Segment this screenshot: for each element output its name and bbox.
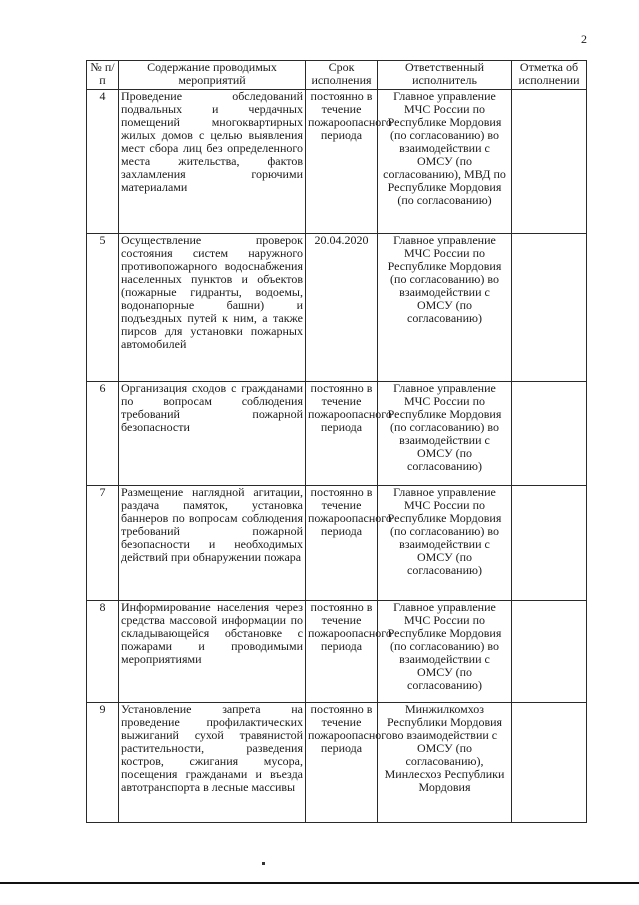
row-content: Информирование населения через средства массовой информации по складывающейся обстановке с пожарами и проводимыми мероприятиями bbox=[119, 601, 306, 703]
row-content: Осуществление проверок состояния систем наружного противопожарного водоснабжения населенных пунктов и объектов (пожарные гидранты, водоемы, водонапорные башни) и подъездных путей к ним, а также пирсов для установки пожарных автомобилей bbox=[119, 234, 306, 382]
row-term: постоянно в течение пожароопасного периода bbox=[306, 601, 378, 703]
table-row bbox=[87, 601, 587, 703]
measures-table bbox=[86, 60, 587, 823]
row-responsible: Главное управление МЧС России по Республике Мордовия (по согласованию) во взаимодействии с ОМСУ (по согласованию), МВД по Республике Мордовия (по согласованию) bbox=[378, 90, 512, 234]
row-term: постоянно в течение пожароопасного периода bbox=[306, 703, 378, 823]
row-mark bbox=[512, 601, 587, 703]
row-responsible: Главное управление МЧС России по Республике Мордовия (по согласованию) во взаимодействии с ОМСУ (по согласованию) bbox=[378, 234, 512, 382]
row-content: Проведение обследований подвальных и чердачных помещений многоквартирных жилых домов с целью выявления мест сбора лиц без определенного места жительства, фактов захламления горючими материалами bbox=[119, 90, 306, 234]
header-num: № п/п bbox=[87, 61, 119, 90]
row-number: 5 bbox=[87, 234, 119, 382]
row-term: постоянно в течение пожароопасного периода bbox=[306, 486, 378, 601]
row-content: Организация сходов с гражданами по вопросам соблюдения требований пожарной безопасности bbox=[119, 382, 306, 486]
row-content: Установление запрета на проведение профилактических выжиганий сухой травянистой растительности, разведения костров, сжигания мусора, посещения гражданами и въезда автотранспорта в лесные массивы bbox=[119, 703, 306, 823]
row-number: 4 bbox=[87, 90, 119, 234]
scan-dot bbox=[262, 862, 265, 865]
row-number: 8 bbox=[87, 601, 119, 703]
header-content: Содержание проводимых мероприятий bbox=[119, 61, 306, 90]
row-number: 9 bbox=[87, 703, 119, 823]
table-row bbox=[87, 703, 587, 823]
row-term: постоянно в течение пожароопасного периода bbox=[306, 90, 378, 234]
row-term: 20.04.2020 bbox=[306, 234, 378, 382]
row-mark bbox=[512, 382, 587, 486]
header-term: Срок исполнения bbox=[306, 61, 378, 90]
table-header-row bbox=[87, 61, 587, 90]
row-number: 6 bbox=[87, 382, 119, 486]
table-row bbox=[87, 486, 587, 601]
row-mark bbox=[512, 234, 587, 382]
footer-rule bbox=[0, 882, 639, 884]
page-number: 2 bbox=[581, 32, 587, 46]
row-responsible: Главное управление МЧС России по Республике Мордовия (по согласованию) во взаимодействии с ОМСУ (по согласованию) bbox=[378, 601, 512, 703]
header-mark: Отметка об исполнении bbox=[512, 61, 587, 90]
table-row bbox=[87, 90, 587, 234]
row-mark bbox=[512, 90, 587, 234]
row-mark bbox=[512, 486, 587, 601]
row-responsible: Главное управление МЧС России по Республике Мордовия (по согласованию) во взаимодействии с ОМСУ (по согласованию) bbox=[378, 486, 512, 601]
row-mark bbox=[512, 703, 587, 823]
row-content: Размещение наглядной агитации, раздача памяток, установка баннеров по вопросам соблюдения требований пожарной безопасности и необходимых действий при обнаружении пожара bbox=[119, 486, 306, 601]
row-term: постоянно в течение пожароопасного периода bbox=[306, 382, 378, 486]
row-number: 7 bbox=[87, 486, 119, 601]
table-row bbox=[87, 382, 587, 486]
header-responsible: Ответственный исполнитель bbox=[378, 61, 512, 90]
row-responsible: Главное управление МЧС России по Республике Мордовия (по согласованию) во взаимодействии с ОМСУ (по согласованию) bbox=[378, 382, 512, 486]
table-row bbox=[87, 234, 587, 382]
row-responsible: Минжилкомхоз Республики Мордовия во взаимодействии с ОМСУ (по согласованию), Минлесхоз Республики Мордовия bbox=[378, 703, 512, 823]
